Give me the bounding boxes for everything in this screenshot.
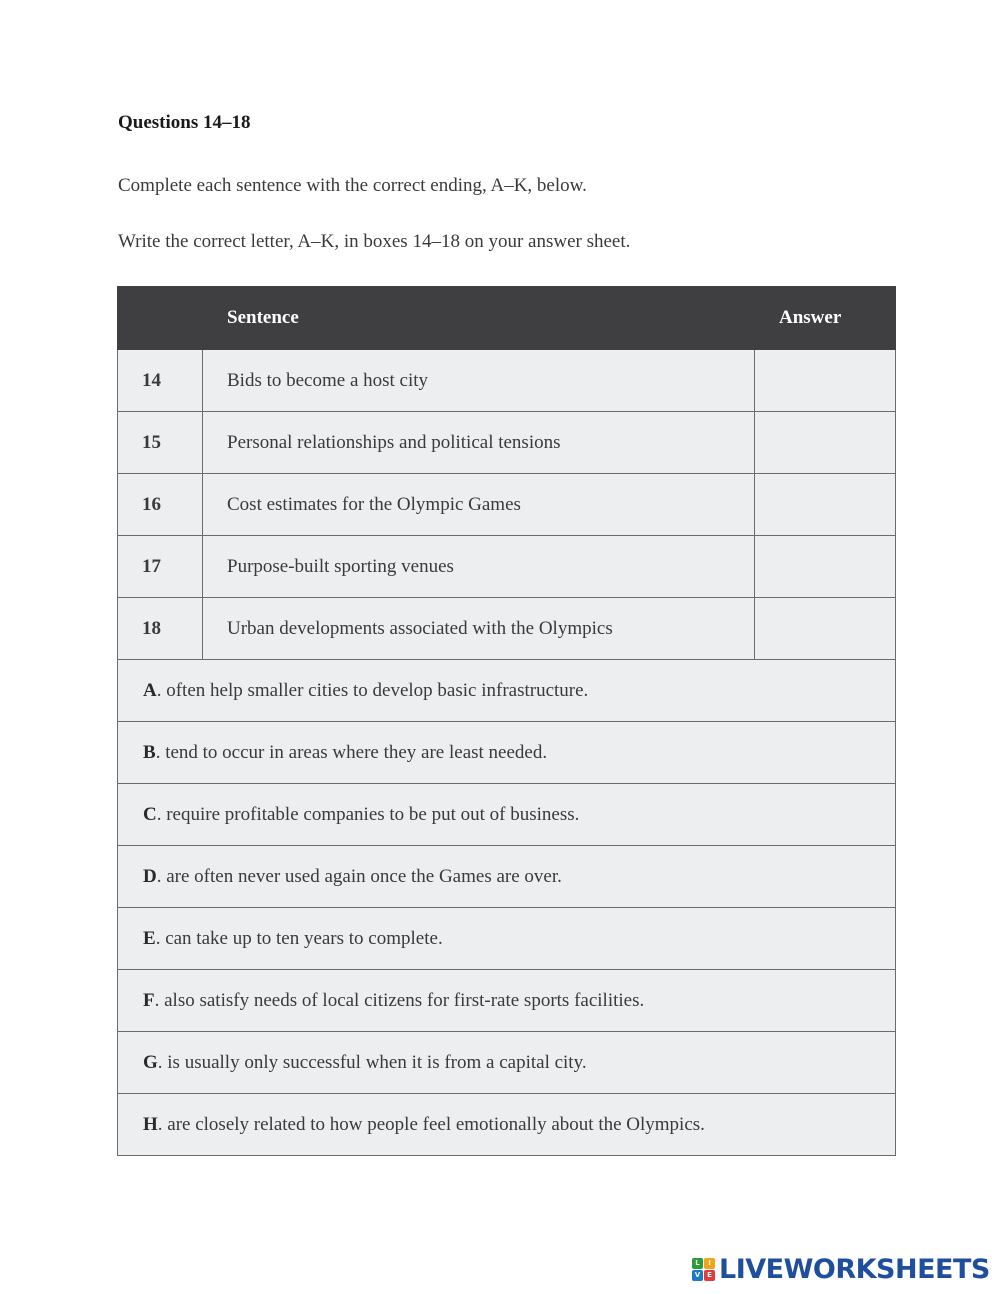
question-row-14 (118, 350, 896, 412)
ending-option (118, 970, 896, 1032)
header-sentence: Sentence (203, 287, 755, 350)
ending-option (118, 722, 896, 784)
ending-row-e (118, 908, 896, 970)
ending-text: . require profitable companies to be put out of business. (156, 803, 580, 825)
logo-mark-letter: E (704, 1270, 715, 1281)
ending-letter: D (143, 865, 157, 887)
logo-mark-icon (692, 1258, 715, 1281)
logo-text: LIVEWORKSHEETS (719, 1253, 990, 1285)
ending-option (118, 1094, 896, 1156)
ending-text: . are often never used again once the Games are over. (156, 865, 562, 887)
question-number: 15 (118, 412, 203, 474)
ending-row-c (118, 784, 896, 846)
question-row-16 (118, 474, 896, 536)
ending-text: . is usually only successful when it is from a capital city. (157, 1051, 587, 1073)
page-title: Questions 14–18 (118, 112, 251, 133)
ending-text: . tend to occur in areas where they are least needed. (155, 741, 548, 763)
answer-box-18[interactable] (755, 598, 896, 660)
ending-row-d (118, 846, 896, 908)
question-sentence: Purpose-built sporting venues (203, 536, 755, 598)
ending-text: . can take up to ten years to complete. (155, 927, 443, 949)
question-sentence: Bids to become a host city (203, 350, 755, 412)
question-number: 14 (118, 350, 203, 412)
ending-option (118, 784, 896, 846)
ending-row-g (118, 1032, 896, 1094)
question-sentence: Cost estimates for the Olympic Games (203, 474, 755, 536)
table-header-row (118, 287, 896, 350)
question-row-17 (118, 536, 896, 598)
ending-text: . often help smaller cities to develop basic infrastructure. (156, 679, 589, 701)
instruction-complete: Complete each sentence with the correct ending, A–K, below. (118, 175, 587, 196)
ending-letter: C (143, 803, 157, 825)
ending-letter: F (143, 989, 155, 1011)
ending-letter: G (143, 1051, 158, 1073)
question-number: 17 (118, 536, 203, 598)
logo-mark-letter: V (692, 1270, 703, 1281)
question-sentence: Urban developments associated with the Olympics (203, 598, 755, 660)
question-sentence: Personal relationships and political tensions (203, 412, 755, 474)
ending-row-a (118, 660, 896, 722)
answer-box-14[interactable] (755, 350, 896, 412)
instruction-write: Write the correct letter, A–K, in boxes 14–18 on your answer sheet. (118, 231, 631, 252)
logo-mark-letter: I (704, 1258, 715, 1269)
answer-box-16[interactable] (755, 474, 896, 536)
liveworksheets-logo[interactable] (692, 1254, 990, 1284)
ending-text: . also satisfy needs of local citizens for first-rate sports facilities. (154, 989, 645, 1011)
ending-letter: B (143, 741, 156, 763)
ending-option (118, 660, 896, 722)
question-row-15 (118, 412, 896, 474)
ending-row-b (118, 722, 896, 784)
answer-box-17[interactable] (755, 536, 896, 598)
ending-option (118, 908, 896, 970)
question-number: 16 (118, 474, 203, 536)
ending-letter: H (143, 1113, 158, 1135)
ending-text: . are closely related to how people feel emotionally about the Olympics. (157, 1113, 705, 1135)
ending-row-f (118, 970, 896, 1032)
question-number: 18 (118, 598, 203, 660)
ending-option (118, 846, 896, 908)
question-row-18 (118, 598, 896, 660)
logo-mark-letter: L (692, 1258, 703, 1269)
ending-option (118, 1032, 896, 1094)
ending-letter: A (143, 679, 157, 701)
header-answer: Answer (755, 287, 896, 350)
ending-row-h (118, 1094, 896, 1156)
ending-letter: E (143, 927, 156, 949)
question-table (117, 286, 896, 1156)
answer-box-15[interactable] (755, 412, 896, 474)
header-number (118, 287, 203, 350)
